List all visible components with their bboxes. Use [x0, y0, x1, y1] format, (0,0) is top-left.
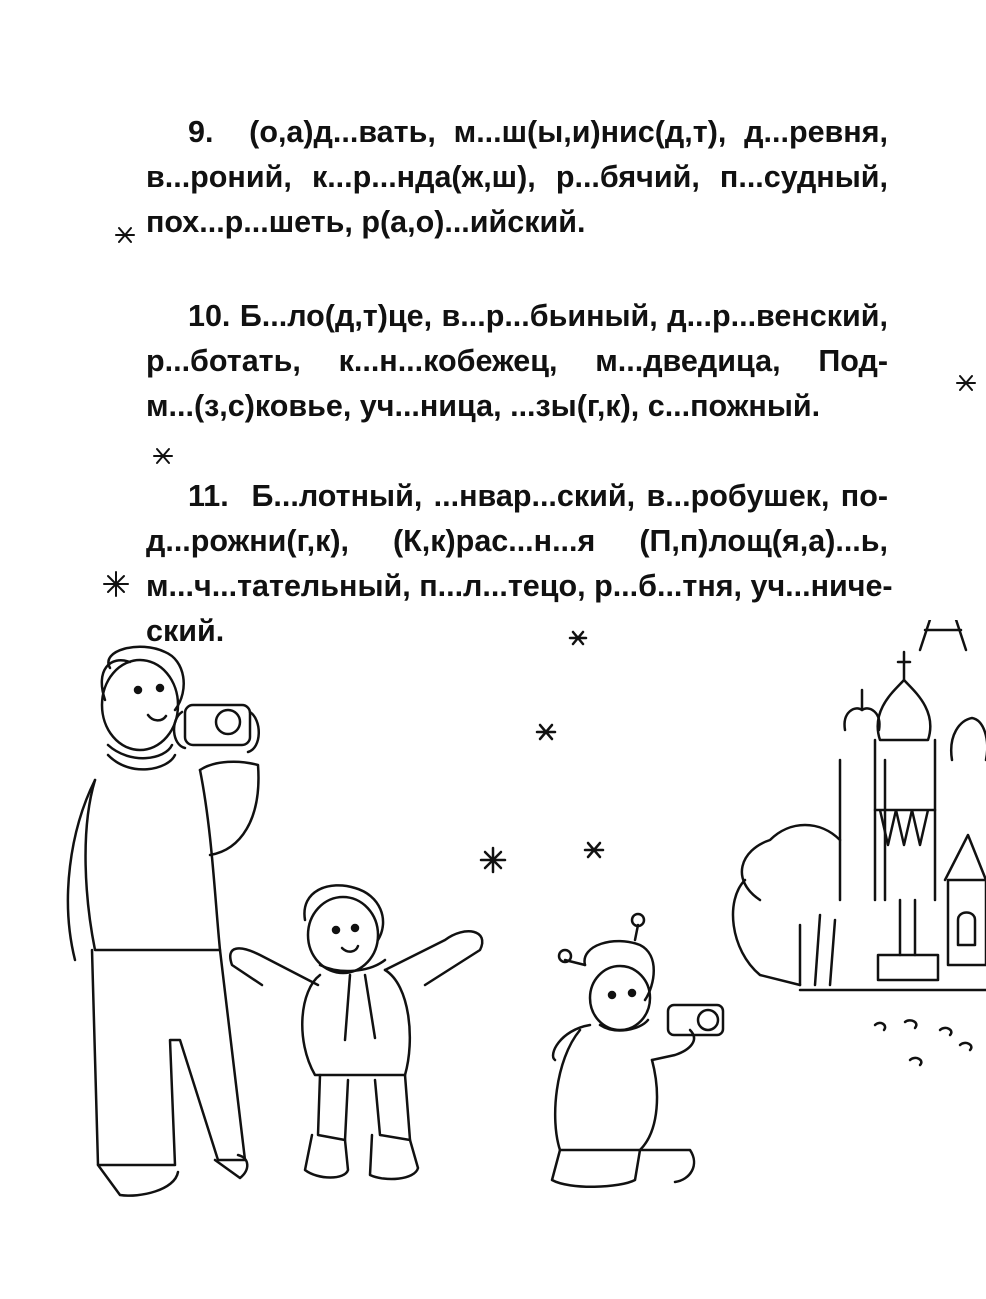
child-waving-icon	[230, 885, 482, 1179]
snowflake-icon	[112, 222, 138, 248]
exercise-9	[146, 110, 888, 245]
exercise-line	[146, 294, 888, 339]
snowflake-icon	[100, 568, 132, 600]
exercise-line: р...ботать, к...н...кобежец, м...дведица, Под-	[146, 344, 888, 378]
exercise-line: м...(з,с)ковье, уч...ница, ...зы(г,к), с...пожный.	[146, 389, 821, 423]
exercise-text: Б...ло(д,т)це, в...р...бьиный, д...р...венский,	[239, 299, 888, 333]
father-photographing-icon	[68, 647, 259, 1196]
exercise-number: 9.	[188, 115, 214, 149]
exercise-line: пох...р...шеть, р(а,о)...ийский.	[146, 205, 586, 239]
exercise-line	[146, 110, 888, 155]
exercise-text: Б...лотный, ...нвар...ский, в...робушек, по-	[251, 479, 889, 513]
child-with-camera-icon	[552, 914, 723, 1187]
winter-scene-illustration	[0, 620, 986, 1299]
snowflake-icon	[481, 632, 603, 872]
cathedral-icon	[733, 620, 986, 1065]
exercise-line: д...рожни(г,к), (К,к)рас...н...я (П,п)лощ(я,а)...ь,	[146, 524, 888, 558]
exercise-number: 11.	[188, 479, 229, 513]
exercise-line	[146, 474, 888, 519]
snowflake-icon	[150, 443, 176, 469]
exercise-line: м...ч...тательный, п...л...тецо, р...б...тня, уч...ниче-	[146, 569, 893, 603]
snowflake-icon	[953, 370, 979, 396]
exercise-number: 10.	[188, 299, 231, 333]
exercise-10	[146, 294, 888, 429]
exercise-line: в...роний, к...р...нда(ж,ш), р...бячий, п...судный,	[146, 160, 888, 194]
exercise-line: ский.	[146, 614, 225, 648]
exercise-text: (о,а)д...вать, м...ш(ы,и)нис(д,т), д...ревня,	[249, 115, 888, 149]
